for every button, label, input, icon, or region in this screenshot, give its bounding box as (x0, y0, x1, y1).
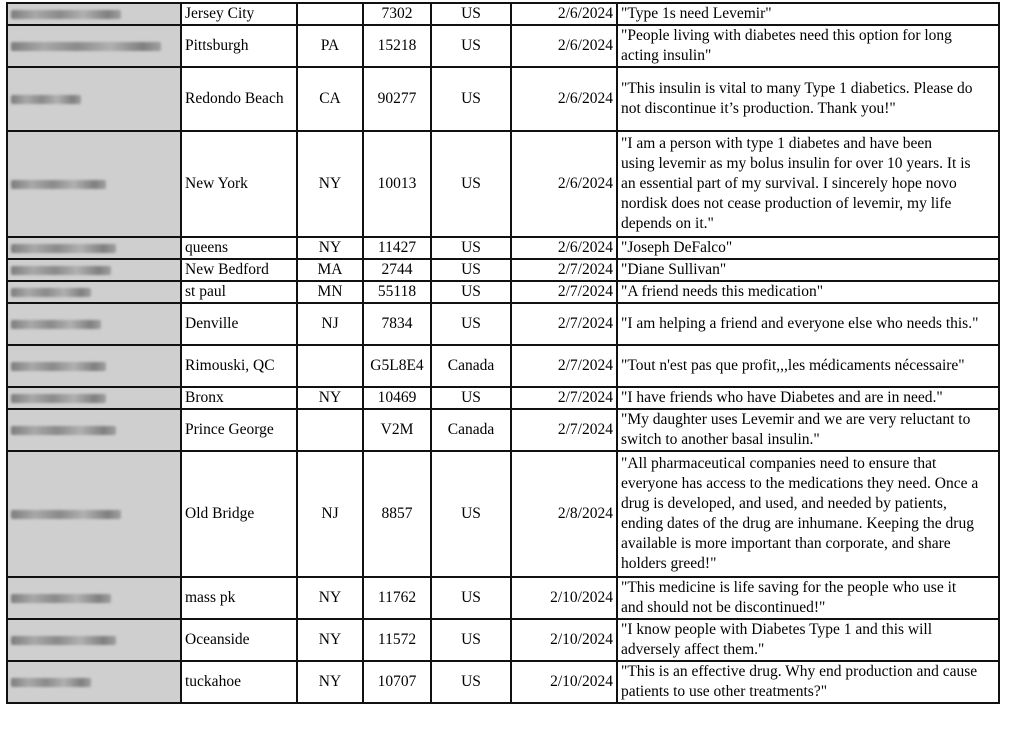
comment-line: nordisk does not cease production of levemir, my life (621, 195, 952, 212)
city-cell: queens (181, 237, 297, 259)
table-row (7, 577, 999, 619)
city-cell: Jersey City (181, 3, 297, 25)
zip-cell: 8857 (363, 451, 431, 577)
state-cell: NY (297, 237, 363, 259)
comment-line: patients to use other treatments?" (621, 683, 828, 700)
state-cell: MN (297, 281, 363, 303)
comment-cell (617, 281, 999, 303)
country-cell: Canada (431, 409, 511, 451)
date-cell: 2/7/2024 (511, 409, 617, 451)
date-cell: 2/7/2024 (511, 345, 617, 387)
table-row (7, 131, 999, 237)
date-cell: 2/7/2024 (511, 281, 617, 303)
table-row (7, 281, 999, 303)
redacted-name-cell (7, 131, 181, 237)
country-cell: US (431, 619, 511, 661)
date-cell: 2/8/2024 (511, 451, 617, 577)
table-row (7, 387, 999, 409)
comment-line: depends on it." (621, 215, 714, 232)
comment-cell (617, 451, 999, 577)
redacted-name-cell (7, 281, 181, 303)
redacted-name-cell (7, 661, 181, 703)
comment-line: "I know people with Diabetes Type 1 and this will (621, 621, 933, 638)
comment-line: "People living with diabetes need this option for long (621, 27, 952, 44)
state-cell: NJ (297, 451, 363, 577)
redacted-name-cell (7, 25, 181, 67)
table-row (7, 345, 999, 387)
table-row (7, 303, 999, 345)
table-row (7, 3, 999, 25)
comment-cell (617, 577, 999, 619)
comment-line: "Tout n'est pas que profit,,,les médicaments nécessaire" (621, 357, 965, 374)
comment-line: holders greed!" (621, 555, 717, 572)
city-cell: mass pk (181, 577, 297, 619)
state-cell: NJ (297, 303, 363, 345)
date-cell: 2/6/2024 (511, 25, 617, 67)
state-cell: NY (297, 577, 363, 619)
redacted-name-cell (7, 3, 181, 25)
country-cell: US (431, 577, 511, 619)
date-cell: 2/7/2024 (511, 303, 617, 345)
date-cell: 2/6/2024 (511, 67, 617, 131)
table-row (7, 451, 999, 577)
zip-cell: 10707 (363, 661, 431, 703)
redacted-name-blur (11, 678, 91, 687)
zip-cell: 55118 (363, 281, 431, 303)
date-cell: 2/6/2024 (511, 131, 617, 237)
city-cell: Old Bridge (181, 451, 297, 577)
comment-cell (617, 387, 999, 409)
table-row (7, 25, 999, 67)
city-cell: Redondo Beach (181, 67, 297, 131)
zip-cell: V2M (363, 409, 431, 451)
redacted-name-cell (7, 577, 181, 619)
city-cell: New York (181, 131, 297, 237)
redacted-name-blur (11, 10, 121, 19)
redacted-name-blur (11, 510, 121, 519)
zip-cell: 7302 (363, 3, 431, 25)
state-cell (297, 345, 363, 387)
redacted-name-cell (7, 619, 181, 661)
state-cell: PA (297, 25, 363, 67)
redacted-name-cell (7, 451, 181, 577)
state-cell (297, 409, 363, 451)
comment-line: acting insulin" (621, 47, 712, 64)
comment-line: "I am a person with type 1 diabetes and have been (621, 135, 933, 152)
redacted-name-blur (11, 42, 161, 51)
table-row (7, 409, 999, 451)
country-cell: US (431, 237, 511, 259)
state-cell (297, 3, 363, 25)
country-cell: US (431, 303, 511, 345)
zip-cell: 7834 (363, 303, 431, 345)
country-cell: US (431, 661, 511, 703)
zip-cell: 10469 (363, 387, 431, 409)
redacted-name-blur (11, 320, 101, 329)
table-row (7, 67, 999, 131)
redacted-name-blur (11, 636, 116, 645)
date-cell: 2/10/2024 (511, 577, 617, 619)
date-cell: 2/10/2024 (511, 619, 617, 661)
redacted-name-blur (11, 288, 91, 297)
city-cell: New Bedford (181, 259, 297, 281)
comment-cell (617, 131, 999, 237)
state-cell: NY (297, 661, 363, 703)
date-cell: 2/7/2024 (511, 387, 617, 409)
comment-line: drug is developed, and used, and needed by patients, (621, 495, 947, 512)
city-cell: Denville (181, 303, 297, 345)
zip-cell: 11572 (363, 619, 431, 661)
comment-line: "Type 1s need Levemir" (621, 5, 772, 22)
country-cell: US (431, 451, 511, 577)
comment-cell (617, 619, 999, 661)
comment-cell (617, 259, 999, 281)
comment-line: "Joseph DeFalco" (621, 239, 733, 256)
redacted-name-cell (7, 303, 181, 345)
comment-cell (617, 237, 999, 259)
date-cell: 2/10/2024 (511, 661, 617, 703)
comment-line: not discontinue it’s production. Thank you!" (621, 100, 896, 117)
comment-cell (617, 303, 999, 345)
comment-cell (617, 67, 999, 131)
comment-line: an essential part of my survival. I sincerely hope novo (621, 175, 957, 192)
redacted-name-blur (11, 266, 111, 275)
state-cell: MA (297, 259, 363, 281)
table-row (7, 661, 999, 703)
city-cell: st paul (181, 281, 297, 303)
city-cell: Prince George (181, 409, 297, 451)
comment-line: "This medicine is life saving for the people who use it (621, 579, 957, 596)
country-cell: US (431, 259, 511, 281)
country-cell: US (431, 281, 511, 303)
comment-line: "This insulin is vital to many Type 1 diabetics. Please do (621, 80, 973, 97)
redacted-name-cell (7, 259, 181, 281)
state-cell: NY (297, 619, 363, 661)
zip-cell: 11762 (363, 577, 431, 619)
comment-cell (617, 3, 999, 25)
country-cell: US (431, 25, 511, 67)
zip-cell: 2744 (363, 259, 431, 281)
comment-line: "All pharmaceutical companies need to ensure that (621, 455, 937, 472)
redacted-name-blur (11, 362, 106, 371)
zip-cell: 90277 (363, 67, 431, 131)
zip-cell: 11427 (363, 237, 431, 259)
date-cell: 2/7/2024 (511, 259, 617, 281)
redacted-name-blur (11, 394, 106, 403)
city-cell: Pittsburgh (181, 25, 297, 67)
comment-line: and should not be discontinued!" (621, 599, 826, 616)
table-body (7, 3, 999, 703)
redacted-name-blur (11, 426, 116, 435)
zip-cell: G5L8E4 (363, 345, 431, 387)
redacted-name-blur (11, 180, 106, 189)
city-cell: Oceanside (181, 619, 297, 661)
comment-line: using levemir as my bolus insulin for over 10 years. It is (621, 155, 971, 172)
state-cell: CA (297, 67, 363, 131)
redacted-name-cell (7, 387, 181, 409)
country-cell: US (431, 67, 511, 131)
city-cell: tuckahoe (181, 661, 297, 703)
country-cell: US (431, 3, 511, 25)
comment-cell (617, 345, 999, 387)
comment-line: "My daughter uses Levemir and we are very reluctant to (621, 411, 971, 428)
zip-cell: 10013 (363, 131, 431, 237)
comment-line: everyone has access to the medications they need. Once a (621, 475, 979, 492)
comment-line: available is more important than corporate, and share (621, 535, 951, 552)
comment-line: ending dates of the drug are inhumane. Keeping the drug (621, 515, 974, 532)
table-row (7, 259, 999, 281)
comment-line: "I am helping a friend and everyone else who needs this." (621, 315, 979, 332)
table-row (7, 619, 999, 661)
signature-table (6, 2, 1000, 704)
redacted-name-cell (7, 67, 181, 131)
comment-cell (617, 25, 999, 67)
redacted-name-cell (7, 237, 181, 259)
comment-line: switch to another basal insulin." (621, 431, 820, 448)
comment-line: "I have friends who have Diabetes and are in need." (621, 389, 943, 406)
redacted-name-blur (11, 594, 111, 603)
city-cell: Bronx (181, 387, 297, 409)
country-cell: US (431, 131, 511, 237)
table-row (7, 237, 999, 259)
redacted-name-cell (7, 345, 181, 387)
comment-line: "This is an effective drug. Why end production and cause (621, 663, 978, 680)
comment-line: "Diane Sullivan" (621, 261, 727, 278)
country-cell: Canada (431, 345, 511, 387)
comment-cell (617, 661, 999, 703)
date-cell: 2/6/2024 (511, 237, 617, 259)
date-cell: 2/6/2024 (511, 3, 617, 25)
city-cell: Rimouski, QC (181, 345, 297, 387)
comment-line: adversely affect them." (621, 641, 765, 658)
zip-cell: 15218 (363, 25, 431, 67)
redacted-name-blur (11, 244, 116, 253)
comment-line: "A friend needs this medication" (621, 283, 824, 300)
comment-cell (617, 409, 999, 451)
state-cell: NY (297, 387, 363, 409)
country-cell: US (431, 387, 511, 409)
redacted-name-blur (11, 95, 81, 104)
redacted-name-cell (7, 409, 181, 451)
state-cell: NY (297, 131, 363, 237)
